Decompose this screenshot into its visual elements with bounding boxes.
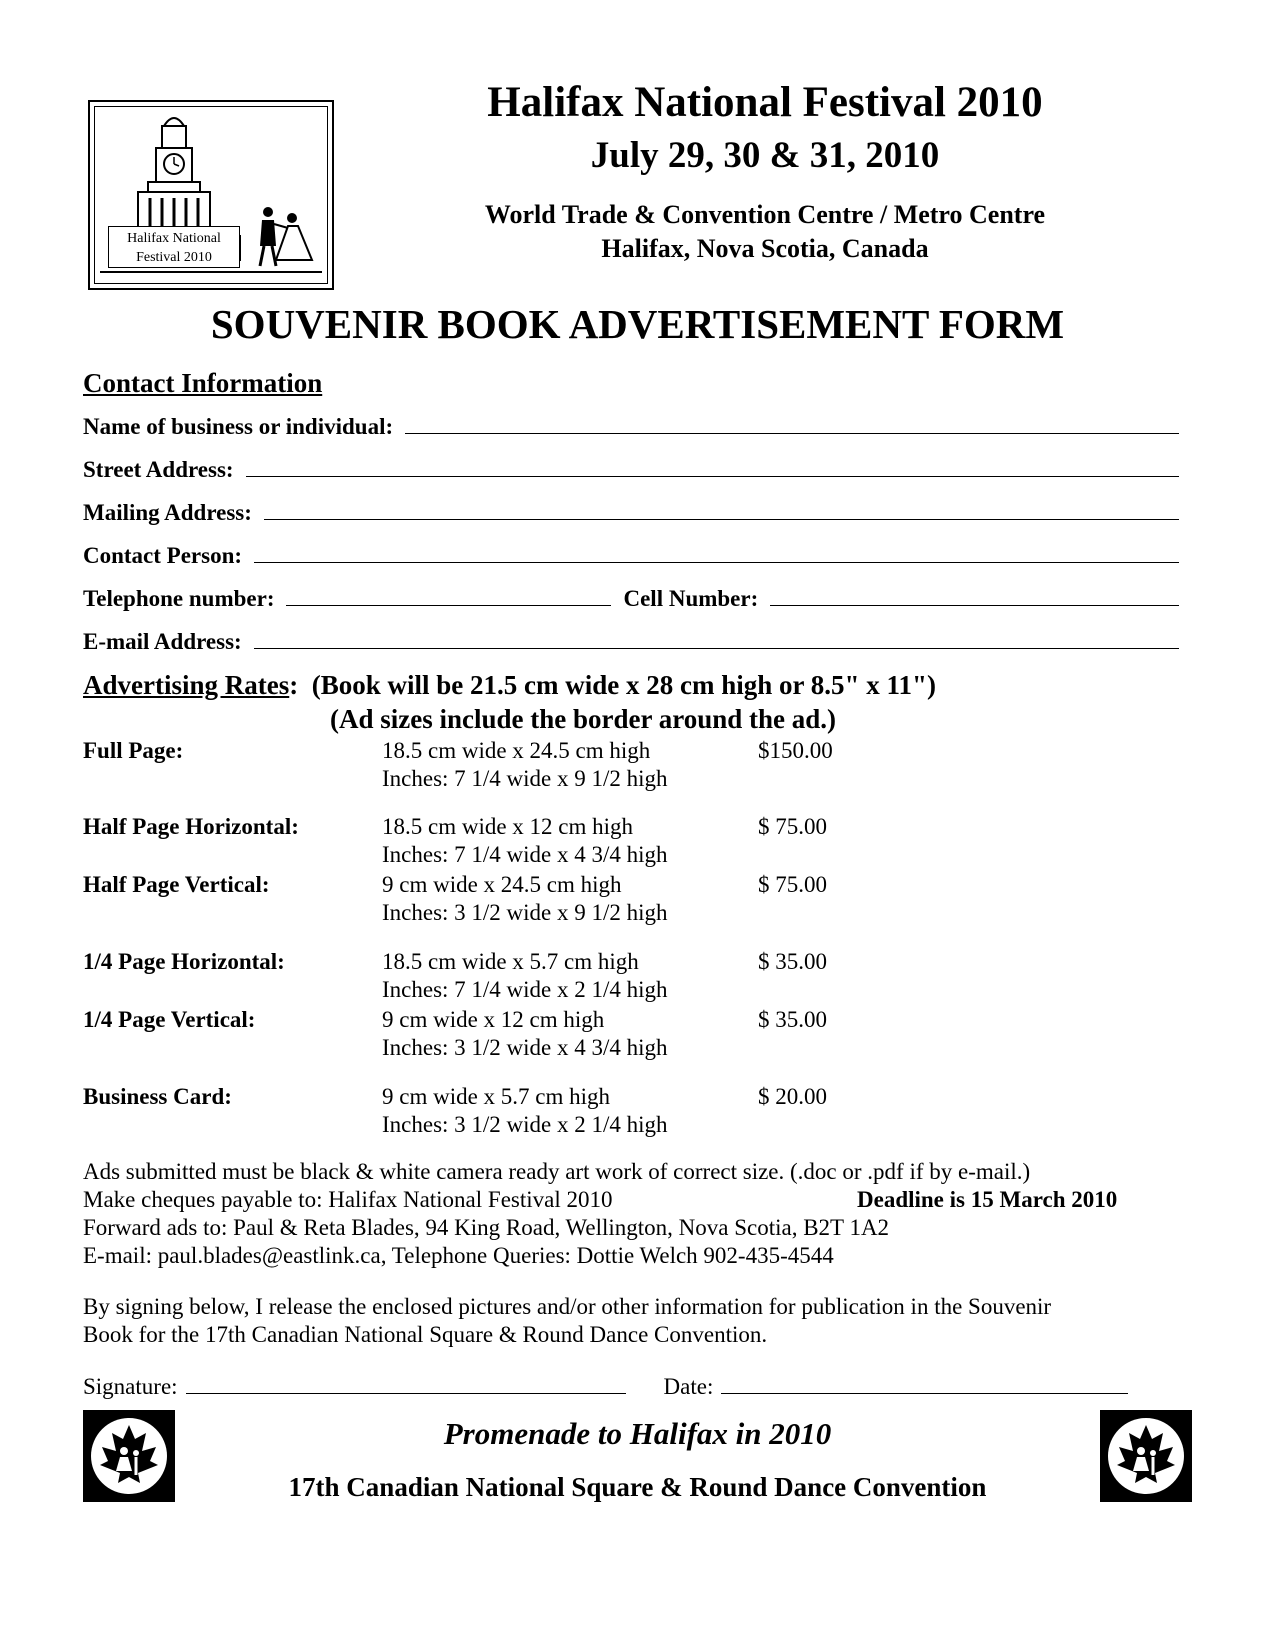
business-name-label: Name of business or individual: [83, 414, 394, 439]
street-address-line[interactable] [246, 476, 1179, 477]
rate-price: $ 75.00 [758, 872, 827, 897]
contact-heading: Contact Information [83, 368, 323, 398]
rate-metric: 18.5 cm wide x 12 cm high [382, 814, 634, 839]
email-label: E-mail Address: [83, 629, 242, 654]
venue-location: Halifax, Nova Scotia, Canada [601, 234, 929, 263]
rate-price: $150.00 [758, 738, 833, 763]
rate-metric: 18.5 cm wide x 5.7 cm high [382, 949, 639, 974]
rates-heading-row [83, 670, 936, 701]
rate-inches: Inches: 7 1/4 wide x 9 1/2 high [382, 766, 668, 791]
rate-inches: Inches: 3 1/2 wide x 2 1/4 high [382, 1112, 668, 1137]
signature-line[interactable] [186, 1393, 626, 1394]
rate-metric: 9 cm wide x 5.7 cm high [382, 1084, 611, 1109]
rate-inches: Inches: 3 1/2 wide x 4 3/4 high [382, 1035, 668, 1060]
festival-title: Halifax National Festival 2010 [487, 79, 1043, 126]
rate-name: 1/4 Page Vertical: [83, 1007, 256, 1032]
slogan: Promenade to Halifax in 2010 [443, 1416, 832, 1451]
rate-metric: 18.5 cm wide x 24.5 cm high [382, 738, 651, 763]
form-title: SOUVENIR BOOK ADVERTISEMENT FORM [210, 301, 1065, 347]
business-name-field[interactable] [83, 408, 1179, 440]
rates-note-border: (Ad sizes include the border around the ad.) [330, 704, 837, 734]
cell-line[interactable] [770, 605, 1179, 606]
rates-heading: Advertising Rates [83, 670, 290, 700]
business-name-line[interactable] [405, 433, 1179, 434]
festival-dates: July 29, 30 & 31, 2010 [590, 135, 940, 176]
cheque-payable: Make cheques payable to: Halifax National Festival 2010 [83, 1187, 613, 1212]
mailing-address-field[interactable] [83, 494, 1179, 526]
rate-metric: 9 cm wide x 24.5 cm high [382, 872, 622, 897]
rate-inches: Inches: 7 1/4 wide x 4 3/4 high [382, 842, 668, 867]
rate-price: $ 35.00 [758, 1007, 827, 1032]
cell-label: Cell Number: [623, 586, 759, 611]
deadline-text: Deadline is 15 March 2010 [857, 1187, 1118, 1212]
rate-inches: Inches: 3 1/2 wide x 9 1/2 high [382, 900, 668, 925]
street-address-label: Street Address: [83, 457, 234, 482]
signature-label: Signature: [83, 1374, 178, 1399]
forward-ads-address: Forward ads to: Paul & Reta Blades, 94 King Road, Wellington, Nova Scotia, B2T 1A2 [83, 1215, 890, 1240]
street-address-field[interactable] [83, 451, 1179, 483]
signature-row [83, 1368, 1128, 1400]
contact-person-field[interactable] [83, 537, 1179, 569]
submission-instructions: Ads submitted must be black & white camera ready art work of correct size. (.doc or .pdf if by e-mail.) [83, 1159, 1031, 1184]
logo-text-line2: Festival 2010 [136, 250, 212, 265]
mailing-address-line[interactable] [264, 519, 1179, 520]
rate-name: Half Page Vertical: [83, 872, 270, 897]
email-line[interactable] [254, 648, 1179, 649]
rates-colon: : [289, 670, 299, 700]
telephone-label: Telephone number: [83, 586, 275, 611]
rate-metric: 9 cm wide x 12 cm high [382, 1007, 605, 1032]
rate-name: Business Card: [83, 1084, 232, 1109]
rate-price: $ 20.00 [758, 1084, 827, 1109]
festival-logo [88, 100, 334, 290]
rate-price: $ 75.00 [758, 814, 827, 839]
rate-inches: Inches: 7 1/4 wide x 2 1/4 high [382, 977, 668, 1002]
telephone-line[interactable] [286, 605, 611, 606]
convention-name: 17th Canadian National Square & Round Dance Convention [288, 1472, 987, 1502]
email-field[interactable] [83, 623, 1179, 655]
phone-field-row[interactable] [83, 580, 1179, 612]
date-label: Date: [663, 1374, 714, 1399]
email-telephone-queries: E-mail: paul.blades@eastlink.ca, Telephone Queries: Dottie Welch 902-435-4544 [83, 1243, 834, 1268]
contact-person-line[interactable] [254, 562, 1179, 563]
maple-leaf-dancers-icon-right [1100, 1410, 1192, 1502]
venue-name: World Trade & Convention Centre / Metro Centre [484, 200, 1046, 229]
date-line[interactable] [721, 1393, 1128, 1394]
release-statement-line2: Book for the 17th Canadian National Square & Round Dance Convention. [83, 1322, 768, 1347]
maple-leaf-dancers-icon-left [83, 1410, 175, 1502]
logo-text-line1: Halifax National [127, 231, 221, 246]
rate-name: Half Page Horizontal: [83, 814, 299, 839]
mailing-address-label: Mailing Address: [83, 500, 252, 525]
rates-note-book-size: (Book will be 21.5 cm wide x 28 cm high or 8.5" x 11") [311, 670, 936, 700]
release-statement-line1: By signing below, I release the enclosed pictures and/or other information for publication in the Souvenir [83, 1294, 1052, 1319]
rate-price: $ 35.00 [758, 949, 827, 974]
contact-person-label: Contact Person: [83, 543, 243, 568]
rate-name: 1/4 Page Horizontal: [83, 949, 285, 974]
rate-name: Full Page: [83, 738, 184, 763]
